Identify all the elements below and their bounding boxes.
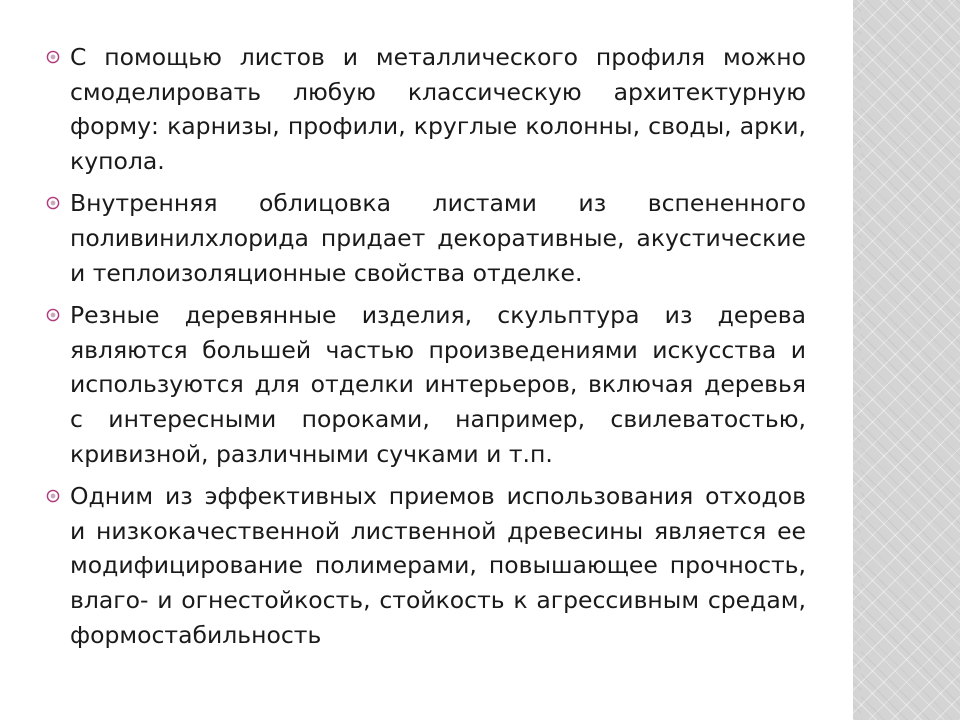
circle-target-bullet-icon bbox=[46, 50, 60, 64]
circle-target-bullet-icon bbox=[46, 196, 60, 210]
bullet-text: Одним из эффективных приемов использования отходов и низкокачественной лиственной древесины является ее модифицирование полимерами, повышающее прочность, влаго- и огнестойкость, стойкость к агрессивным средам, формостабильность bbox=[70, 482, 806, 649]
decorative-side-panel bbox=[853, 0, 960, 720]
list-item bbox=[44, 479, 806, 652]
list-item bbox=[44, 298, 806, 471]
circle-target-bullet-icon bbox=[46, 489, 60, 503]
bullet-text: С помощью листов и металлического профиля можно смоделировать любую классическую архитектурную форму: карнизы, профили, круглые колонны, своды, арки, купола. bbox=[70, 43, 806, 175]
list-item bbox=[44, 40, 806, 178]
list-item bbox=[44, 186, 806, 290]
bullet-list bbox=[44, 40, 806, 660]
bullet-text: Резные деревянные изделия, скульптура из дерева являются большей частью произведениями искусства и используются для отделки интерьеров, включая деревья с интересными пороками, например, свилеватостью, кривизной, различными сучками и т.п. bbox=[70, 301, 806, 468]
bullet-text: Внутренняя облицовка листами из вспененного поливинилхлорида придает декоративные, акустические и теплоизоляционные свойства отделке. bbox=[70, 189, 806, 287]
circle-target-bullet-icon bbox=[46, 308, 60, 322]
